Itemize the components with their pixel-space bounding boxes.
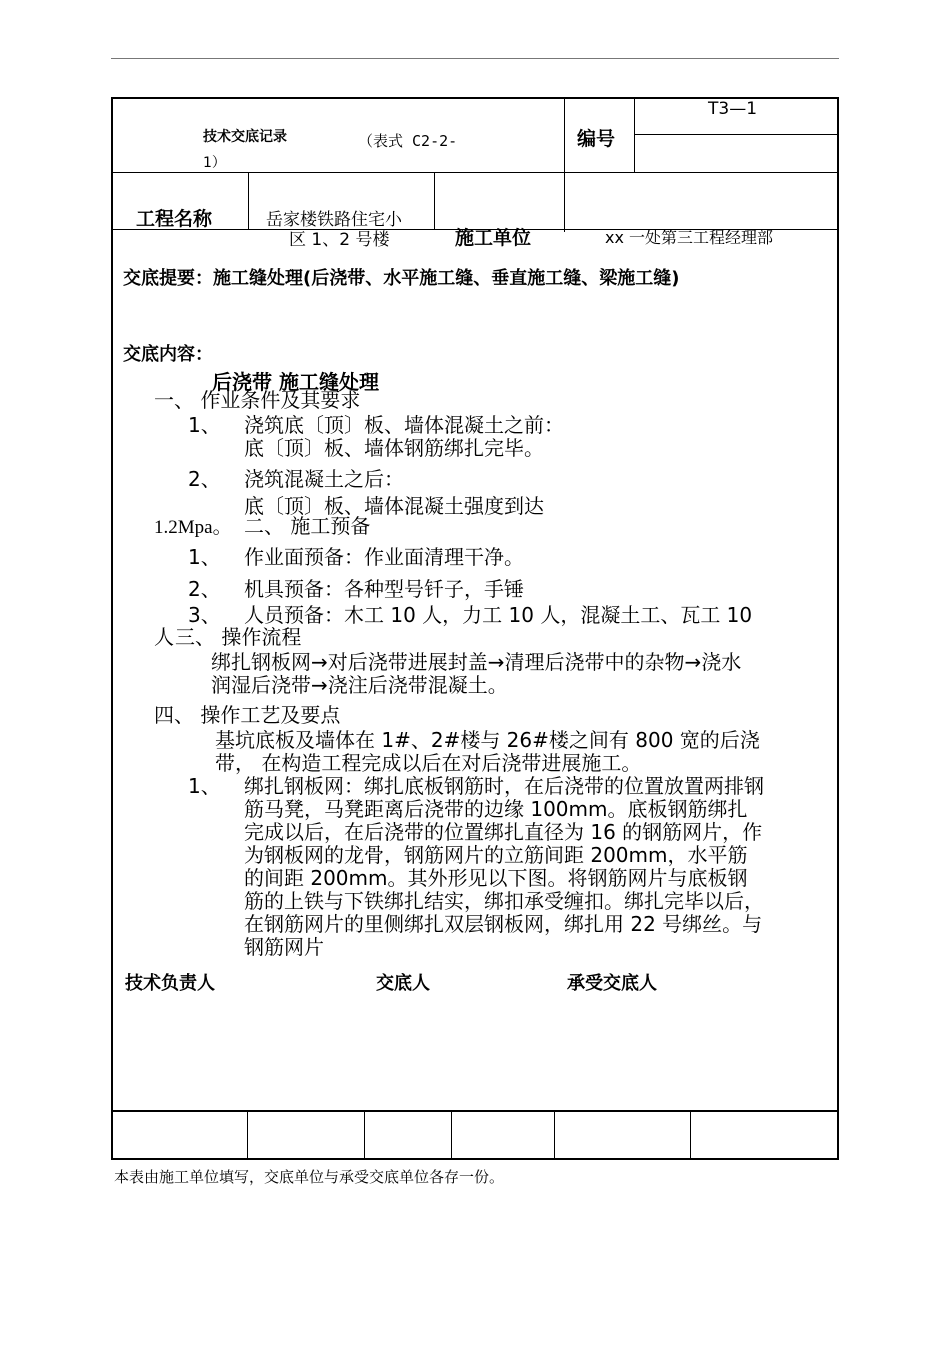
section-2-item-1-number: 1、 [188, 545, 221, 569]
section-1-item-1-line2: 底〔顶〕板、墙体钢筋绑扎完毕。 [244, 436, 544, 460]
section-1-item-1-number: 1、 [188, 413, 221, 437]
table-border-right [837, 97, 839, 1160]
content-heading: 后浇带 施工缝处理 [212, 370, 379, 394]
bottom-col-divider-3 [451, 1110, 452, 1159]
number-label: 编号 [577, 128, 616, 150]
bottom-col-divider-5 [690, 1110, 691, 1159]
section-4-item-1-line4: 为钢板网的龙骨，钢筋网片的立筋间距 200mm，水平筋 [244, 843, 748, 867]
section-1-item-2-number: 2、 [188, 467, 221, 491]
section-4-item-1-line2: 筋马凳，马凳距离后浇带的边缘 100mm。底板钢筋绑扎 [244, 797, 748, 821]
project-name-value-line2: 区 1、2 号楼 [289, 230, 390, 250]
section-4-item-1-number: 1、 [188, 774, 221, 798]
project-col-divider-2 [434, 172, 435, 230]
bottom-row-top [111, 1110, 839, 1112]
project-col-divider-1 [248, 172, 249, 230]
bottom-col-divider-2 [364, 1110, 365, 1159]
construction-unit-label: 施工单位 [455, 227, 532, 249]
section-4-item-1-line6: 筋的上铁与下铁绑扎结实，绑扣承受缠扣。绑扎完毕以后， [244, 889, 764, 913]
project-name-value-line1: 岳家楼铁路住宅小 [266, 210, 402, 230]
content-label: 交底内容： [123, 344, 213, 365]
section-1-title: 一、 作业条件及其要求 [154, 388, 361, 412]
section-4-item-1-line1: 绑扎钢板网：绑扎底板钢筋时，在后浇带的位置放置两排钢 [244, 774, 764, 798]
construction-unit-value: xx 一处第三工程经理部 [605, 228, 774, 247]
briefing-summary: 交底提要：施工缝处理(后浇带、水平施工缝、垂直施工缝、梁施工缝) [123, 268, 680, 289]
header-col-divider-1 [564, 97, 565, 232]
section-2-item-3-line2: 人 [154, 625, 174, 649]
number-value: T3—1 [708, 99, 758, 119]
section-1-item-2-line2: 底〔顶〕板、墙体混凝土强度到达 [244, 494, 544, 518]
section-1-item-2-line1: 浇筑混凝土之后： [244, 467, 404, 491]
bottom-col-divider-4 [554, 1110, 555, 1159]
section-4-item-1-line5: 的间距 200mm。其外形见以下图。将钢筋网片与底板钢 [244, 866, 748, 890]
section-1-item-1-line1: 浇筑底〔顶〕板、墙体混凝土之前： [244, 413, 564, 437]
presenter-label: 交底人 [376, 973, 430, 994]
bottom-col-divider-1 [247, 1110, 248, 1159]
number-row-divider [634, 134, 838, 135]
top-rule [111, 58, 839, 59]
section-2-item-3-line1: 人员预备：木工 10 人，力工 10 人，混凝土工、瓦工 10 [244, 603, 753, 627]
record-title: 技术交底记录 [203, 129, 287, 145]
section-2-item-1: 作业面预备：作业面清理干净。 [244, 545, 524, 569]
receiver-label: 承受交底人 [567, 973, 657, 994]
table-border-left [111, 97, 113, 1160]
tech-lead-label: 技术负责人 [125, 973, 215, 994]
section-3-title: 三、 操作流程 [175, 625, 302, 649]
section-4-item-1-line3: 完成以后，在后浇带的位置绑扎直径为 16 的钢筋网片，作 [244, 820, 763, 844]
section-4-title: 四、 操作工艺及要点 [154, 703, 341, 727]
section-4-para-line1: 基坑底板及墙体在 1#、2#楼与 26#楼之间有 800 宽的后浇 [215, 728, 760, 752]
section-2-item-2: 机具预备：各种型号钎子，手锤 [244, 577, 524, 601]
section-4-para-line2: 带， 在构造工程完成以后在对后浇带进展施工。 [215, 751, 642, 775]
form-code-cont: 1） [203, 155, 226, 171]
project-name-label: 工程名称 [136, 208, 213, 230]
section-4-item-1-line7: 在钢筋网片的里侧绑扎双层钢板网，绑扎用 22 号绑丝。与 [244, 912, 763, 936]
section-4-item-1-line8: 钢筋网片 [244, 935, 324, 959]
section-3-flow-line1: 绑扎钢板网→对后浇带进展封盖→清理后浇带中的杂物→浇水 [211, 650, 742, 674]
section-2-item-2-number: 2、 [188, 577, 221, 601]
section-2-item-3-number: 3、 [188, 603, 221, 627]
header-row-bottom [111, 172, 839, 173]
form-code: （表式 C2-2- [358, 132, 458, 150]
header-col-divider-2 [634, 97, 635, 173]
table-border-bottom [111, 1158, 839, 1160]
section-2-title: 二、 施工预备 [244, 514, 371, 538]
footer-note: 本表由施工单位填写，交底单位与承受交底单位各存一份。 [114, 1168, 505, 1186]
section-3-flow-line2: 润湿后浇带→浇注后浇带混凝土。 [211, 673, 508, 697]
section-1-item-2-line3: 1.2Mpa。 [154, 517, 232, 538]
